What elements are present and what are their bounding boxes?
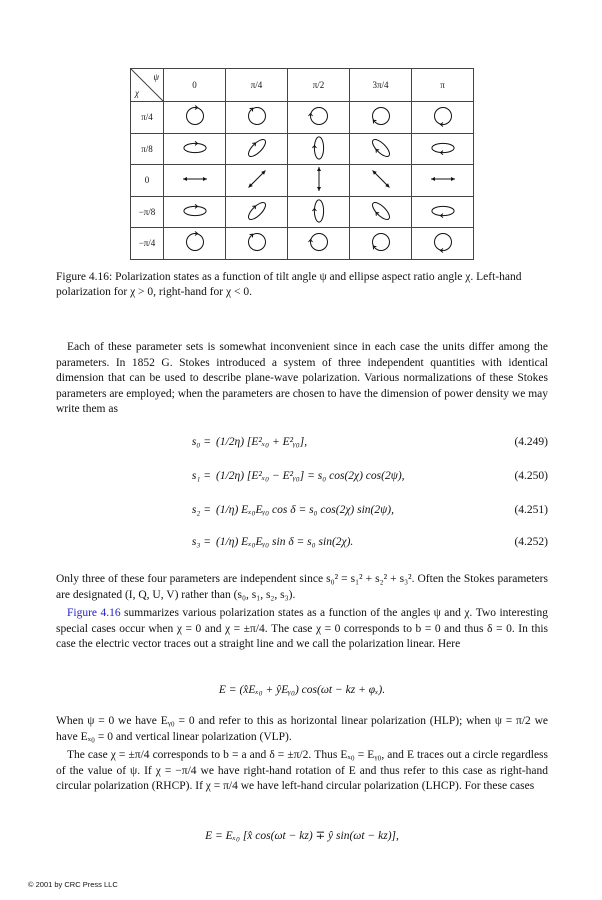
chi-label: χ — [135, 88, 139, 98]
polarization-ellipse — [369, 137, 391, 159]
polarization-cell — [288, 165, 350, 197]
col-header: 3π/4 — [350, 69, 412, 102]
arrowhead — [431, 177, 435, 181]
figure-row — [131, 102, 474, 134]
polarization-ellipse — [369, 230, 393, 254]
polarization-cell — [288, 228, 350, 260]
row-header: π/8 — [131, 133, 164, 165]
figure-caption: Figure 4.16: Polarization states as a function of tilt angle ψ and ellipse aspect ratio angle χ. Left-hand polarization for χ > 0, right-hand for χ < 0. — [56, 271, 522, 298]
polarization-ellipse-icon — [170, 102, 220, 130]
eq-lhs: s₀ = — [191, 436, 211, 448]
polarization-ellipse-icon — [294, 102, 344, 130]
polarization-ellipse-icon — [232, 102, 282, 130]
polarization-ellipse-icon — [418, 165, 468, 193]
eq-rhs: (1/2η) [E²ₓ₀ + E²ᵧ₀], — [216, 436, 308, 448]
polarization-cell — [412, 102, 474, 134]
row-header: 0 — [131, 165, 164, 197]
paragraph-stokes-independence — [56, 572, 548, 603]
eq-lhs: s₂ = — [191, 504, 211, 516]
polarization-ellipse — [245, 200, 267, 222]
polarization-ellipse — [434, 234, 451, 251]
arrowhead — [317, 187, 321, 191]
figure-row — [131, 228, 474, 260]
para1-text: Each of these parameter sets is somewhat inconvenient since in each case the units differ among the parameters. In 1852 G. Stokes introduced a system of three independent quantities with identical dimension that can be used to describe plane-wave polarization. Various normalizations of these Stokes parameters are employed; when the parameters are chosen to have the dimension of power density we may write them as — [56, 341, 548, 416]
polarization-ellipse-icon — [232, 228, 282, 256]
col-header: π — [412, 69, 474, 102]
eq-lhs: s₁ = — [191, 470, 211, 482]
polarization-ellipse — [245, 104, 269, 128]
polarization-ellipse-icon — [356, 134, 406, 162]
polarization-ellipse-icon — [418, 102, 468, 130]
paragraph-hlp-vlp — [56, 714, 548, 745]
polarization-ellipse-icon — [356, 228, 406, 256]
psi-label: ψ — [153, 72, 159, 82]
polarization-cell — [350, 196, 412, 228]
polarization-cell — [288, 196, 350, 228]
polarization-ellipse-icon — [294, 228, 344, 256]
polarization-ellipse-icon — [356, 197, 406, 225]
polarization-cell — [164, 133, 226, 165]
polarization-ellipse — [369, 104, 393, 128]
polarization-cell — [412, 196, 474, 228]
arrowhead — [451, 177, 455, 181]
copyright-footer: © 2001 by CRC Press LLC — [28, 880, 118, 889]
arrowhead — [183, 177, 187, 181]
arrowhead — [317, 167, 321, 171]
col-header: π/4 — [226, 69, 288, 102]
eq-number: (4.251) — [514, 504, 548, 516]
polarization-ellipse — [310, 234, 327, 251]
equation-circular-polarization: E = Eₓ₀ [x̂ cos(ωt − kz) ∓ ŷ sin(ωt − kz)], — [205, 830, 399, 842]
polarization-ellipse-icon — [418, 134, 468, 162]
polarization-cell — [226, 133, 288, 165]
polarization-ellipse-icon — [356, 165, 406, 193]
polarization-cell — [164, 228, 226, 260]
polarization-cell — [412, 228, 474, 260]
para3-text: summarizes various polarization states as a function of the angles ψ and χ. Two interesting special cases occur when χ = 0 and χ = ±π/4. The case χ = 0 corresponds to b = 0 and thus δ = 0. In this case the electric vector traces out a straight line and we call the polarization linear. Here — [56, 607, 548, 651]
eq-number: (4.252) — [514, 536, 548, 548]
equation-4-252 — [56, 528, 548, 558]
paragraph-special-cases — [56, 606, 548, 653]
polarization-cell — [412, 165, 474, 197]
polarization-cell — [226, 102, 288, 134]
eq-number: (4.249) — [514, 436, 548, 448]
figure-row — [131, 165, 474, 197]
eq-lhs: s₃ = — [191, 536, 211, 548]
equation-4-250 — [56, 462, 548, 492]
polarization-ellipse — [434, 108, 451, 125]
figure-row — [131, 196, 474, 228]
para5-text: The case χ = ±π/4 corresponds to b = a and δ = ±π/2. Thus Eₓ₀ = Eᵧ₀, and E traces out a circle regardless of the value of ψ. If χ = −π/4 we have right-hand rotation of E and thus refer to this case as right-hand circular polarization (RHCP). If χ = π/4 we have left-hand circular polarization (LHCP). For these cases — [56, 749, 548, 793]
polarization-ellipse — [186, 234, 203, 251]
eq-rhs: (1/η) Eₓ₀Eᵧ₀ cos δ = s₀ cos(2χ) sin(2ψ), — [216, 504, 394, 516]
polarization-cell — [350, 133, 412, 165]
polarization-ellipse — [186, 108, 203, 125]
polarization-ellipse-icon — [170, 134, 220, 162]
polarization-cell — [412, 133, 474, 165]
polarization-ellipse — [245, 137, 267, 159]
polarization-ellipse-icon — [232, 197, 282, 225]
polarization-cell — [288, 102, 350, 134]
equation-4-251 — [56, 496, 548, 526]
figure-4-16-link[interactable]: Figure 4.16 — [67, 607, 121, 619]
eq-rhs: (1/η) Eₓ₀Eᵧ₀ sin δ = s₀ sin(2χ). — [216, 536, 354, 548]
polarization-cell — [164, 165, 226, 197]
eq-number: (4.250) — [514, 470, 548, 482]
equation-4-249 — [56, 428, 548, 458]
para2-text: Only three of these four parameters are independent since s₀² = s₁² + s₂² + s₃². Often the Stokes parameters are designated (I, Q, U, V) rather than (s₀, s₁, s₂, s₃). — [56, 573, 548, 601]
polarization-ellipse-icon — [418, 197, 468, 225]
polarization-ellipse-icon — [170, 197, 220, 225]
polarization-cell — [164, 102, 226, 134]
header-row — [131, 69, 474, 102]
polarization-cell — [226, 196, 288, 228]
polarization-cell — [350, 228, 412, 260]
paragraph-circular-polarization — [56, 748, 548, 795]
row-header: −π/8 — [131, 196, 164, 228]
polarization-ellipse-icon — [418, 228, 468, 256]
polarization-ellipse — [369, 200, 391, 222]
polarization-ellipse — [310, 108, 327, 125]
polarization-ellipse-icon — [294, 165, 344, 193]
equation-linear-polarization: E = (x̂Eₓ₀ + ŷEᵧ₀) cos(ωt − kz + φₓ). — [218, 684, 386, 696]
arrowhead — [203, 177, 207, 181]
polarization-ellipse-icon — [170, 228, 220, 256]
polarization-cell — [350, 102, 412, 134]
col-header: π/2 — [288, 69, 350, 102]
polarization-cell — [226, 228, 288, 260]
polarization-cell — [288, 133, 350, 165]
col-header: 0 — [164, 69, 226, 102]
polarization-ellipse-icon — [170, 165, 220, 193]
polarization-ellipse-icon — [232, 165, 282, 193]
polarization-ellipse-icon — [294, 134, 344, 162]
polarization-cell — [350, 165, 412, 197]
polarization-cell — [226, 165, 288, 197]
paragraph-stokes-intro — [56, 340, 548, 418]
figure-row — [131, 133, 474, 165]
eq-rhs: (1/2η) [E²ₓ₀ − E²ᵧ₀] = s₀ cos(2χ) cos(2ψ), — [216, 470, 405, 482]
polarization-ellipse-icon — [294, 197, 344, 225]
para4-text: When ψ = 0 we have Eᵧ₀ = 0 and refer to this as horizontal linear polarization (HLP); when ψ = π/2 we have Eₓ₀ = 0 and vertical linear polarization (VLP). — [56, 715, 548, 743]
polarization-ellipse-icon — [356, 102, 406, 130]
corner-cell — [131, 69, 164, 102]
polarization-ellipse — [245, 230, 269, 254]
polarization-cell — [164, 196, 226, 228]
row-header: −π/4 — [131, 228, 164, 260]
polarization-figure-table — [130, 68, 474, 260]
row-header: π/4 — [131, 102, 164, 134]
polarization-ellipse-icon — [232, 134, 282, 162]
